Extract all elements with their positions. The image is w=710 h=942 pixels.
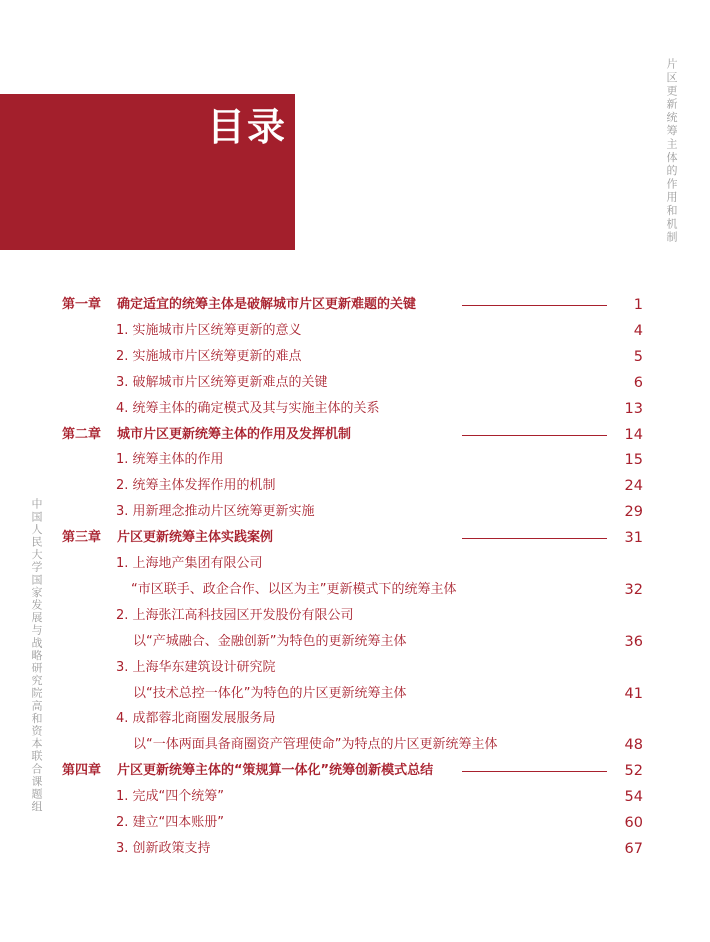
toc-section-title: 3. 上海华东建筑设计研究院 — [116, 659, 276, 675]
toc-page-number: 31 — [624, 530, 643, 547]
toc-section-title: 2. 实施城市片区统筹更新的难点 — [116, 348, 302, 364]
toc-chapter-row[interactable] — [0, 422, 710, 448]
toc-chapter-row[interactable] — [0, 292, 710, 318]
toc-page-number: 5 — [633, 348, 643, 365]
toc-section-title: 3. 用新理念推动片区统筹更新实施 — [116, 504, 315, 520]
toc-page-number: 4 — [633, 322, 643, 339]
toc-page-number: 48 — [624, 737, 643, 754]
toc-leader-line — [462, 435, 607, 436]
toc-section-row[interactable] — [0, 784, 710, 810]
toc-section-row[interactable] — [0, 810, 710, 836]
toc-section-row[interactable] — [0, 706, 710, 732]
toc-page-number: 24 — [624, 478, 643, 495]
toc-section-title: 2. 建立“四本账册” — [116, 815, 225, 830]
toc-chapter-title: 片区更新统筹主体实践案例 — [117, 530, 274, 546]
toc-section-title: 3. 创新政策支持 — [116, 840, 211, 856]
toc-section-title: 1. 实施城市片区统筹更新的意义 — [116, 322, 302, 338]
toc-subtitle-row[interactable] — [0, 732, 710, 758]
toc-section-row[interactable] — [0, 473, 710, 499]
toc-section-row[interactable] — [0, 603, 710, 629]
toc-section-row[interactable] — [0, 344, 710, 370]
toc-subtitle-row[interactable] — [0, 681, 710, 707]
toc-leader-line — [462, 538, 607, 539]
running-header-vertical: 片区更新统筹主体的作用和机制 — [665, 58, 678, 245]
toc-chapter-row[interactable] — [0, 525, 710, 551]
toc-section-title: 2. 统筹主体发挥作用的机制 — [116, 478, 276, 494]
toc-page-number: 1 — [633, 297, 643, 313]
toc-page-number: 52 — [624, 763, 643, 780]
toc-chapter-row[interactable] — [0, 758, 710, 784]
toc-section-subtitle: 以“技术总控一体化”为特色的片区更新统筹主体 — [133, 685, 407, 701]
page-title: 目录 — [207, 105, 288, 149]
toc-section-title: 1. 上海地产集团有限公司 — [116, 556, 263, 571]
toc-chapter-number: 第三章 — [62, 530, 102, 546]
toc-chapter-number: 第四章 — [62, 763, 102, 779]
toc-page-number: 41 — [624, 685, 643, 702]
toc-page-number: 6 — [633, 374, 643, 391]
toc-subtitle-row[interactable] — [0, 577, 710, 603]
toc-section-title: 3. 破解城市片区统筹更新难点的关键 — [116, 374, 328, 390]
toc-subtitle-row[interactable] — [0, 629, 710, 655]
toc-chapter-title: 片区更新统筹主体的“策规算一体化”统筹创新模式总结 — [117, 763, 434, 779]
toc-page-number: 54 — [624, 789, 643, 806]
toc-page-number: 13 — [624, 400, 643, 417]
toc-chapter-number: 第一章 — [62, 297, 102, 312]
toc-section-subtitle: 以“产城融合、金融创新”为特色的更新统筹主体 — [133, 633, 407, 649]
toc-section-row[interactable] — [0, 370, 710, 396]
toc-chapter-title: 确定适宜的统筹主体是破解城市片区更新难题的关键 — [117, 297, 417, 312]
toc-section-title: 4. 统筹主体的确定模式及其与实施主体的关系 — [116, 400, 380, 416]
toc-chapter-title: 城市片区更新统筹主体的作用及发挥机制 — [117, 426, 352, 442]
toc-section-row[interactable] — [0, 499, 710, 525]
toc-section-title: 1. 统筹主体的作用 — [116, 452, 224, 468]
toc-section-row[interactable] — [0, 551, 710, 577]
toc-page-number: 14 — [624, 426, 643, 443]
toc-page-number: 15 — [624, 452, 643, 469]
toc-section-row[interactable] — [0, 447, 710, 473]
toc-section-row[interactable] — [0, 836, 710, 862]
toc-page-number: 32 — [624, 581, 643, 598]
toc-section-subtitle: 以“一体两面具备商圈资产管理使命”为特点的片区更新统筹主体 — [133, 737, 498, 753]
toc-leader-line — [462, 771, 607, 772]
toc-section-title: 4. 成都蓉北商圈发展服务局 — [116, 711, 276, 727]
toc-section-row[interactable] — [0, 396, 710, 422]
toc-section-row[interactable] — [0, 318, 710, 344]
toc-chapter-number: 第二章 — [62, 426, 102, 442]
toc-page-number: 67 — [624, 840, 643, 857]
toc-page-number: 29 — [624, 504, 643, 521]
author-vertical: 中国人民大学国家发展与战略研究院高和资本联合课题组 — [30, 498, 43, 813]
toc-section-subtitle: “市区联手、政企合作、以区为主”更新模式下的统筹主体 — [131, 581, 457, 597]
toc-section-row[interactable] — [0, 655, 710, 681]
toc-page-number: 36 — [624, 633, 643, 650]
toc-section-title: 1. 完成“四个统筹” — [116, 789, 225, 805]
toc-page-number: 60 — [624, 815, 643, 831]
toc-leader-line — [462, 305, 607, 306]
toc-section-title: 2. 上海张江高科技园区开发股份有限公司 — [116, 607, 354, 623]
